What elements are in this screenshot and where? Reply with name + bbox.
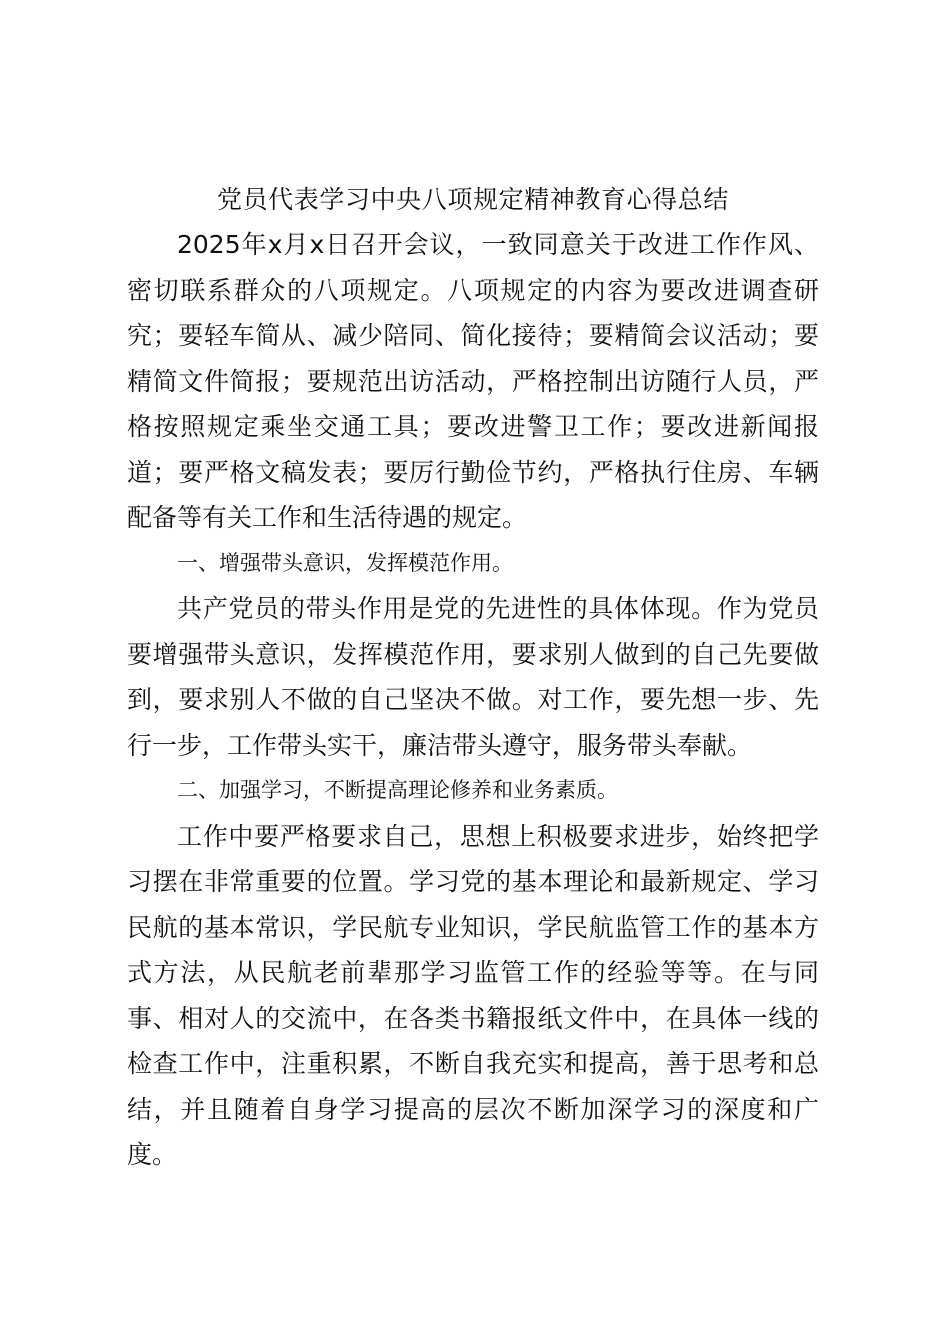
body-paragraph-section-2: 工作中要严格要求自己，思想上积极要求进步，始终把学习摆在非常重要的位置。学习党的基本理论和最新规定、学习民航的基本常识，学民航专业知识，学民航监管工作的基本方式方法，从民航老前辈那学习监管工作的经验等等。在与同事、相对人的交流中，在各类书籍报纸文件中，在具体一线的检查工作中，注重积累，不断自我充实和提高，善于思考和总结，并且随着自身学习提高的层次不断加深学习的深度和广度。	[127, 821, 819, 1169]
section-heading-1: 一、增强带头意识，发挥模范作用。	[177, 550, 513, 575]
document-page	[127, 178, 819, 1178]
section-heading-2: 二、加强学习，不断提高理论修养和业务素质。	[177, 778, 618, 802]
body-paragraph-intro: 2025年x月x日召开会议，一致同意关于改进工作作风、密切联系群众的八项规定。八项规定的内容为要改进调查研究；要轻车简从、减少陪同、简化接待；要精简会议活动；要精简文件简报；要规范出访活动，严格控制出访随行人员，严格按照规定乘坐交通工具；要改进警卫工作；要改进新闻报道；要严格文稿发表；要厉行勤俭节约，严格执行住房、车辆配备等有关工作和生活待遇的规定。	[127, 230, 819, 532]
document-title: 党员代表学习中央八项规定精神教育心得总结	[216, 185, 729, 214]
body-paragraph-section-1: 共产党员的带头作用是党的先进性的具体体现。作为党员要增强带头意识，发挥模范作用，要求别人做到的自己先要做到，要求别人不做的自己坚决不做。对工作，要先想一步、先行一步，工作带头实干，廉洁带头遵守，服务带头奉献。	[127, 594, 819, 760]
